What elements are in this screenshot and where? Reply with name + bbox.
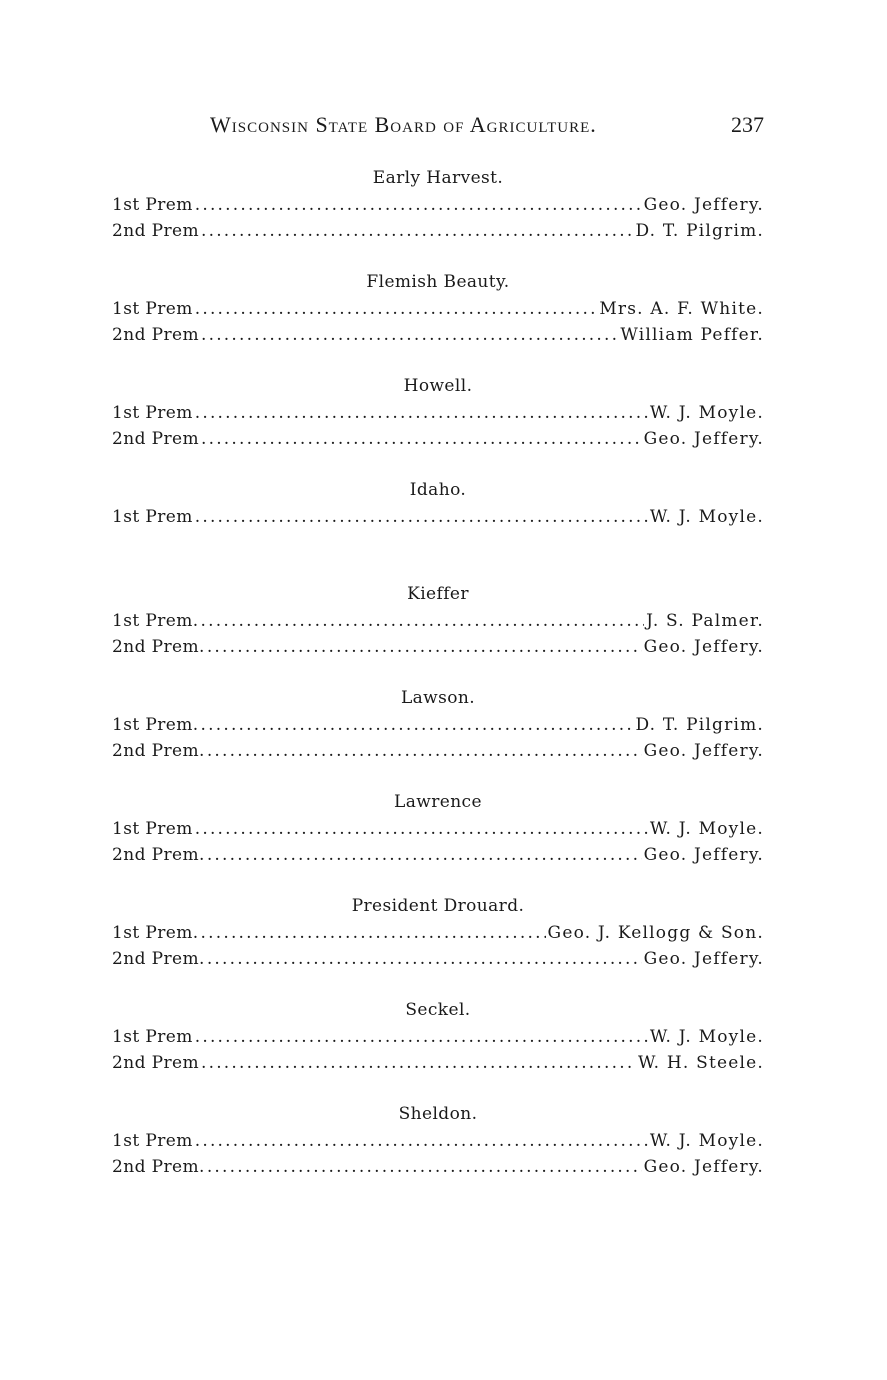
dot-leader: [207, 1154, 642, 1180]
premium-entry: [112, 712, 764, 738]
premium-winner: Geo. Jeffery.: [643, 741, 764, 761]
premium-label: 1st Prem: [112, 195, 193, 215]
premium-label: 1st Prem: [112, 403, 193, 423]
premium-label: 1st Prem: [112, 819, 193, 839]
premium-entry: [112, 920, 764, 946]
dot-leader: [201, 322, 618, 348]
premium-winner: Geo. J. Kellogg & Son.: [547, 923, 764, 943]
running-head: [112, 112, 764, 142]
premium-entry: [112, 218, 764, 244]
premium-winner: Geo. Jeffery.: [643, 429, 764, 449]
premium-entry: [112, 192, 764, 218]
premium-winner: Geo. Jeffery.: [643, 1157, 764, 1177]
premium-winner: W. J. Moyle.: [649, 507, 764, 527]
variety-section: [112, 372, 764, 476]
variety-section: [112, 268, 764, 372]
variety-section: [112, 684, 764, 788]
premium-winner: Mrs. A. F. White.: [599, 299, 764, 319]
dot-leader: [195, 296, 598, 322]
premium-label: 2nd Prem.: [112, 637, 205, 657]
premium-entry: [112, 426, 764, 452]
premium-entry: [112, 608, 764, 634]
premium-winner: William Peffer.: [620, 325, 764, 345]
variety-title: Howell.: [403, 376, 473, 396]
page-header-title: Wisconsin State Board of Agriculture.: [210, 112, 597, 137]
premium-entry: [112, 504, 764, 530]
variety-section: [112, 996, 764, 1100]
dot-leader: [207, 634, 642, 660]
premium-label: 1st Prem.: [112, 611, 199, 631]
dot-leader: [195, 400, 648, 426]
dot-leader: [201, 712, 634, 738]
variety-section: [112, 1100, 764, 1204]
premium-winner: J. S. Palmer.: [646, 611, 764, 631]
premium-winner: W. J. Moyle.: [649, 1027, 764, 1047]
dot-leader: [195, 1128, 648, 1154]
variety-title: Seckel.: [405, 1000, 471, 1020]
premium-entry: [112, 1128, 764, 1154]
premium-winner: Geo. Jeffery.: [643, 845, 764, 865]
variety-title: Kieffer: [407, 584, 469, 604]
premium-winner: W. J. Moyle.: [649, 403, 764, 423]
variety-section: [112, 476, 764, 580]
variety-section: [112, 788, 764, 892]
premium-label: 1st Prem: [112, 1027, 193, 1047]
page-number: 237: [731, 112, 764, 137]
variety-title: Lawrence: [394, 792, 482, 812]
premium-label: 1st Prem.: [112, 715, 199, 735]
premium-entry: [112, 400, 764, 426]
premium-winner: W. J. Moyle.: [649, 819, 764, 839]
variety-title: President Drouard.: [351, 896, 525, 916]
dot-leader: [201, 608, 645, 634]
dot-leader: [195, 504, 648, 530]
premium-entry: [112, 946, 764, 972]
dot-leader: [201, 920, 546, 946]
dot-leader: [195, 1024, 648, 1050]
premium-label: 2nd Prem: [112, 1053, 199, 1073]
premium-label: 1st Prem: [112, 299, 193, 319]
premium-entry: [112, 842, 764, 868]
dot-leader: [207, 738, 642, 764]
premium-label: 2nd Prem.: [112, 845, 205, 865]
premium-winner: D. T. Pilgrim.: [635, 715, 764, 735]
variety-title: Idaho.: [409, 480, 467, 500]
premium-entry: [112, 1024, 764, 1050]
variety-title: Sheldon.: [398, 1104, 478, 1124]
premium-winner: Geo. Jeffery.: [643, 637, 764, 657]
premium-label: 2nd Prem: [112, 325, 199, 345]
premium-list: [112, 164, 764, 1204]
premium-label: 2nd Prem.: [112, 741, 205, 761]
premium-winner: D. T. Pilgrim.: [635, 221, 764, 241]
dot-leader: [201, 426, 642, 452]
premium-winner: W. J. Moyle.: [649, 1131, 764, 1151]
premium-entry: [112, 816, 764, 842]
premium-entry: [112, 1050, 764, 1076]
variety-title: Early Harvest.: [372, 168, 504, 188]
premium-label: 1st Prem.: [112, 923, 199, 943]
premium-label: 2nd Prem.: [112, 949, 205, 969]
variety-section: [112, 164, 764, 268]
dot-leader: [201, 1050, 636, 1076]
dot-leader: [207, 946, 642, 972]
premium-entry: [112, 738, 764, 764]
variety-title: Flemish Beauty.: [366, 272, 510, 292]
premium-label: 1st Prem: [112, 1131, 193, 1151]
premium-entry: [112, 1154, 764, 1180]
premium-entry: [112, 322, 764, 348]
premium-entry: [112, 634, 764, 660]
variety-title: Lawson.: [400, 688, 476, 708]
premium-winner: Geo. Jeffery.: [643, 949, 764, 969]
premium-label: 2nd Prem: [112, 221, 199, 241]
premium-label: 2nd Prem: [112, 429, 199, 449]
dot-leader: [195, 192, 642, 218]
dot-leader: [195, 816, 648, 842]
premium-winner: W. H. Steele.: [637, 1053, 764, 1073]
variety-section: [112, 580, 764, 684]
premium-label: 1st Prem: [112, 507, 193, 527]
premium-label: 2nd Prem.: [112, 1157, 205, 1177]
dot-leader: [207, 842, 642, 868]
premium-entry: [112, 296, 764, 322]
premium-winner: Geo. Jeffery.: [643, 195, 764, 215]
variety-section: [112, 892, 764, 996]
dot-leader: [201, 218, 633, 244]
